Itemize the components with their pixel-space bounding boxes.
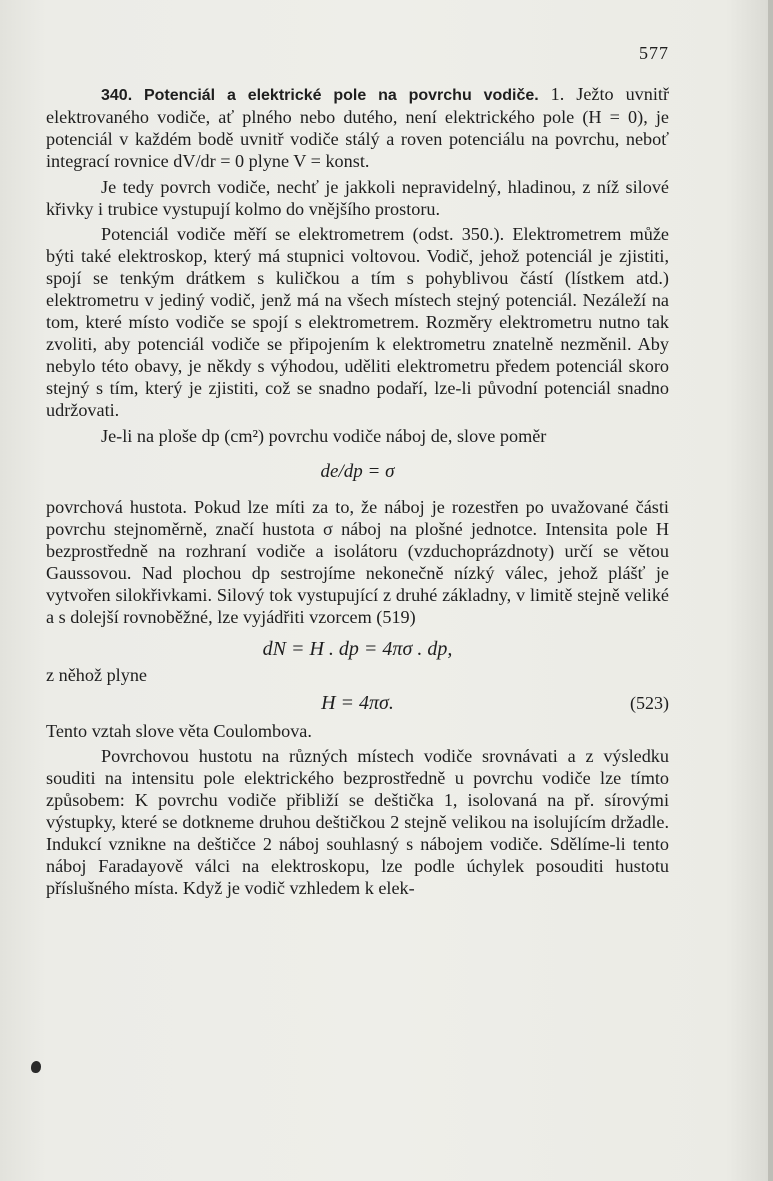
page-number: 577: [639, 43, 669, 63]
paragraph-2: Je tedy povrch vodiče, nechť je jakkoli nepravidelný, hladinou, z níž silové křivky i trubice vystupují kolmo do vnějšího prostoru.: [46, 176, 669, 219]
text-block: [46, 84, 669, 900]
ink-blot-mark: [31, 1061, 41, 1073]
equation-number: (523): [630, 692, 669, 713]
equation-flux: dN = H . dp = 4πσ . dp,: [262, 637, 453, 660]
paragraph-7: Tento vztah slove věta Coulombova.: [46, 720, 312, 741]
paragraph-3: Potenciál vodiče měří se elektrometrem (odst. 350.). Elektrometrem může býti také elektroskop, který má stupnici voltovou. Vodič, jehož potenciál je zjistiti, spojí se tenkým drátkem s kuličkou a tím s pohyblivou částí (lístkem atd.) elektrometru v jediný vodič, jenž má na všech místech stejný potenciál. Nezáleží na tom, které místo vodiče se spojí s elektrometrem. Rozměry elektrometru nutno tak zvoliti, aby potenciál vodiče se připojením k elektrometru znatelně nezměnil. Aby nebylo této obavy, je někdy s výhodou, uděliti elektrometru předem potenciál skoro stejný s tím, který je zjistiti, což se snadno podaří, lze-li původní potenciál snadno udržovati.: [46, 224, 669, 420]
paragraph-5: povrchová hustota. Pokud lze míti za to, že náboj je rozestřen po uvažované části povrchu stejnoměrně, značí hustota σ náboj na plošné jednotce. Intensita pole H bezprostředně na rozhraní vodiče a isolátoru (vzduchoprázdnoty) určí se větou Gaussovou. Nad plochou dp sestrojíme nekonečně nízký válec, jehož plášť je vytvořen silokřivkami. Silový tok vystupující z druhé základny, v limitě stejně veliké a s dolejší rovnoběžné, lze vyjádřiti vzorcem (519): [46, 497, 669, 627]
equation-coulomb-formula: H = 4πσ.: [321, 691, 394, 714]
paragraph-1: [46, 84, 669, 173]
equation-coulomb: [46, 693, 669, 715]
equation-surface-density: de/dp = σ: [320, 460, 395, 482]
paragraph-6: z něhož plyne: [46, 664, 147, 685]
paragraph-1-text: 1. Ježto uvnitř elektrovaného vodiče, ať plného nebo dutého, není elektrického pole (H = 0), je potenciál v každém bodě uvnitř vodiče stálý a roven potenciálu na povrchu, neboť integrací rovnice dV/dr = 0 plyne V = konst.: [46, 84, 670, 171]
page-edge: [768, 0, 773, 1181]
section-heading: 340. Potenciál a elektrické pole na povrchu vodiče.: [101, 87, 539, 104]
paragraph-4: Je-li na ploše dp (cm²) povrchu vodiče náboj de, slove poměr: [101, 425, 547, 446]
paragraph-8: Povrchovou hustotu na různých místech vodiče srovnávati a z výsledku souditi na intensitu pole elektrického bezprostředně u povrchu vodiče lze tímto způsobem: K povrchu vodiče přibliží se deštička 1, isolovaná na př. sírovými výstupky, které se dotkneme druhou deštičkou 2 stejně velikou na isolujícím držadle. Indukcí vznikne na deštičce 2 náboj souhlasný s nábojem vodiče. Sdělíme-li tento náboj Faradayově válci na elektroskopu, lze podle úchylek posouditi hustotu příslušného místa. Když je vodič vzhledem k elek-: [46, 746, 669, 898]
